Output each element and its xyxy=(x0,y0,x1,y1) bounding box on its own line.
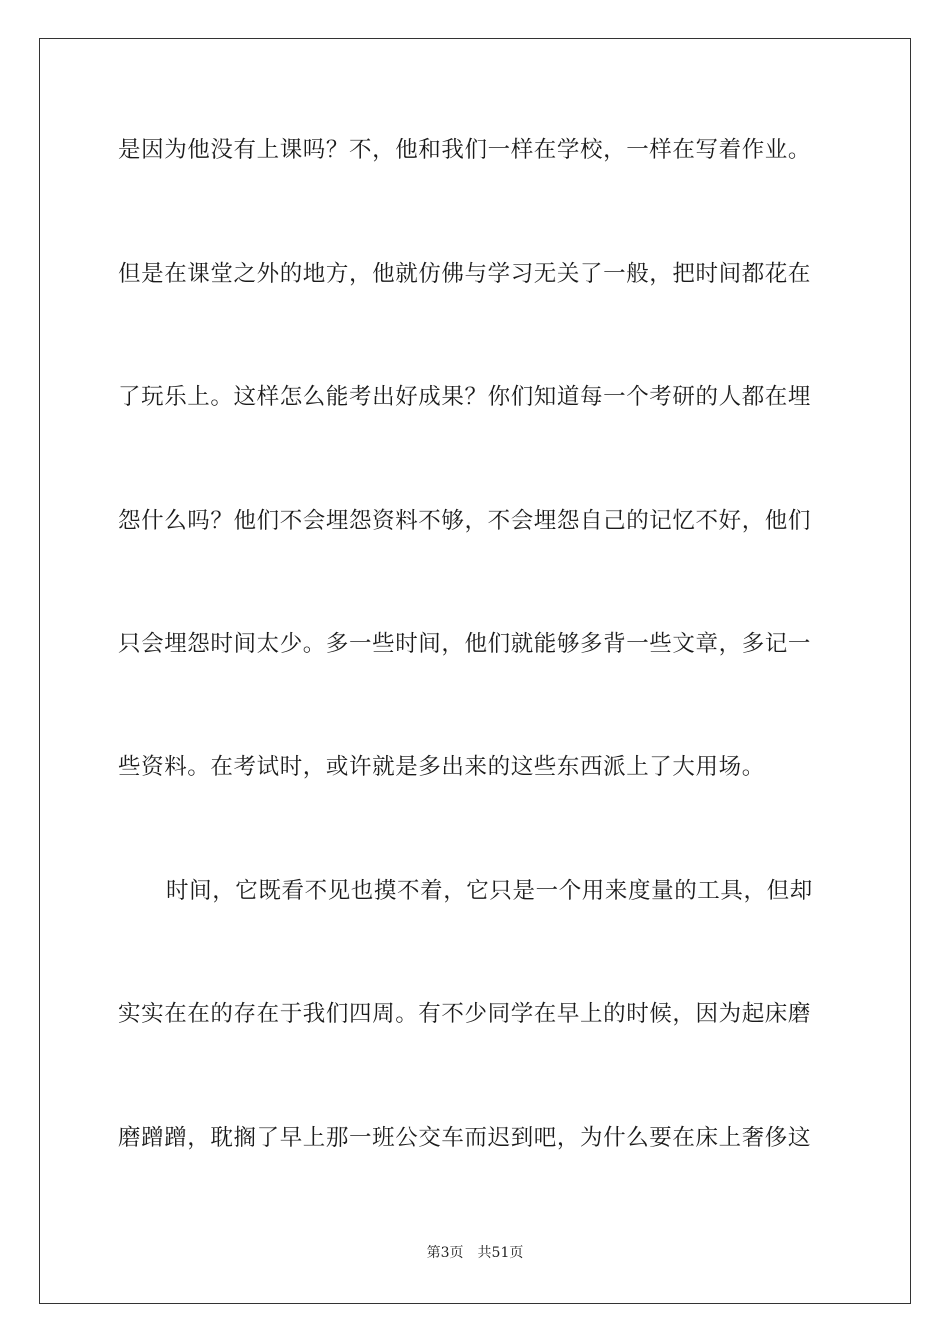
text-line: 实实在在的存在于我们四周。有不少同学在早上的时候，因为起床磨 xyxy=(118,1001,812,1027)
text-line: 但是在课堂之外的地方，他就仿佛与学习无关了一般，把时间都花在 xyxy=(118,261,812,287)
page-total: 共51页 xyxy=(477,1245,524,1261)
page-footer xyxy=(0,1243,950,1263)
paragraph-first-line: 时间，它既看不见也摸不着，它只是一个用来度量的工具，但却 xyxy=(166,878,813,904)
text-line: 磨蹭蹭，耽搁了早上那一班公交车而迟到吧，为什么要在床上奢侈这 xyxy=(118,1125,812,1151)
text-line: 些资料。在考试时，或许就是多出来的这些东西派上了大用场。 xyxy=(118,754,765,780)
text-line: 是因为他没有上课吗？不，他和我们一样在学校，一样在写着作业。 xyxy=(118,137,812,163)
text-line: 只会埋怨时间太少。多一些时间，他们就能够多背一些文章，多记一 xyxy=(118,631,812,657)
page-frame xyxy=(39,38,911,1304)
page-number: 第3页 xyxy=(426,1245,464,1261)
text-line: 怨什么吗？他们不会埋怨资料不够，不会埋怨自己的记忆不好，他们 xyxy=(118,508,812,534)
text-line: 了玩乐上。这样怎么能考出好成果？你们知道每一个考研的人都在埋 xyxy=(118,384,812,410)
